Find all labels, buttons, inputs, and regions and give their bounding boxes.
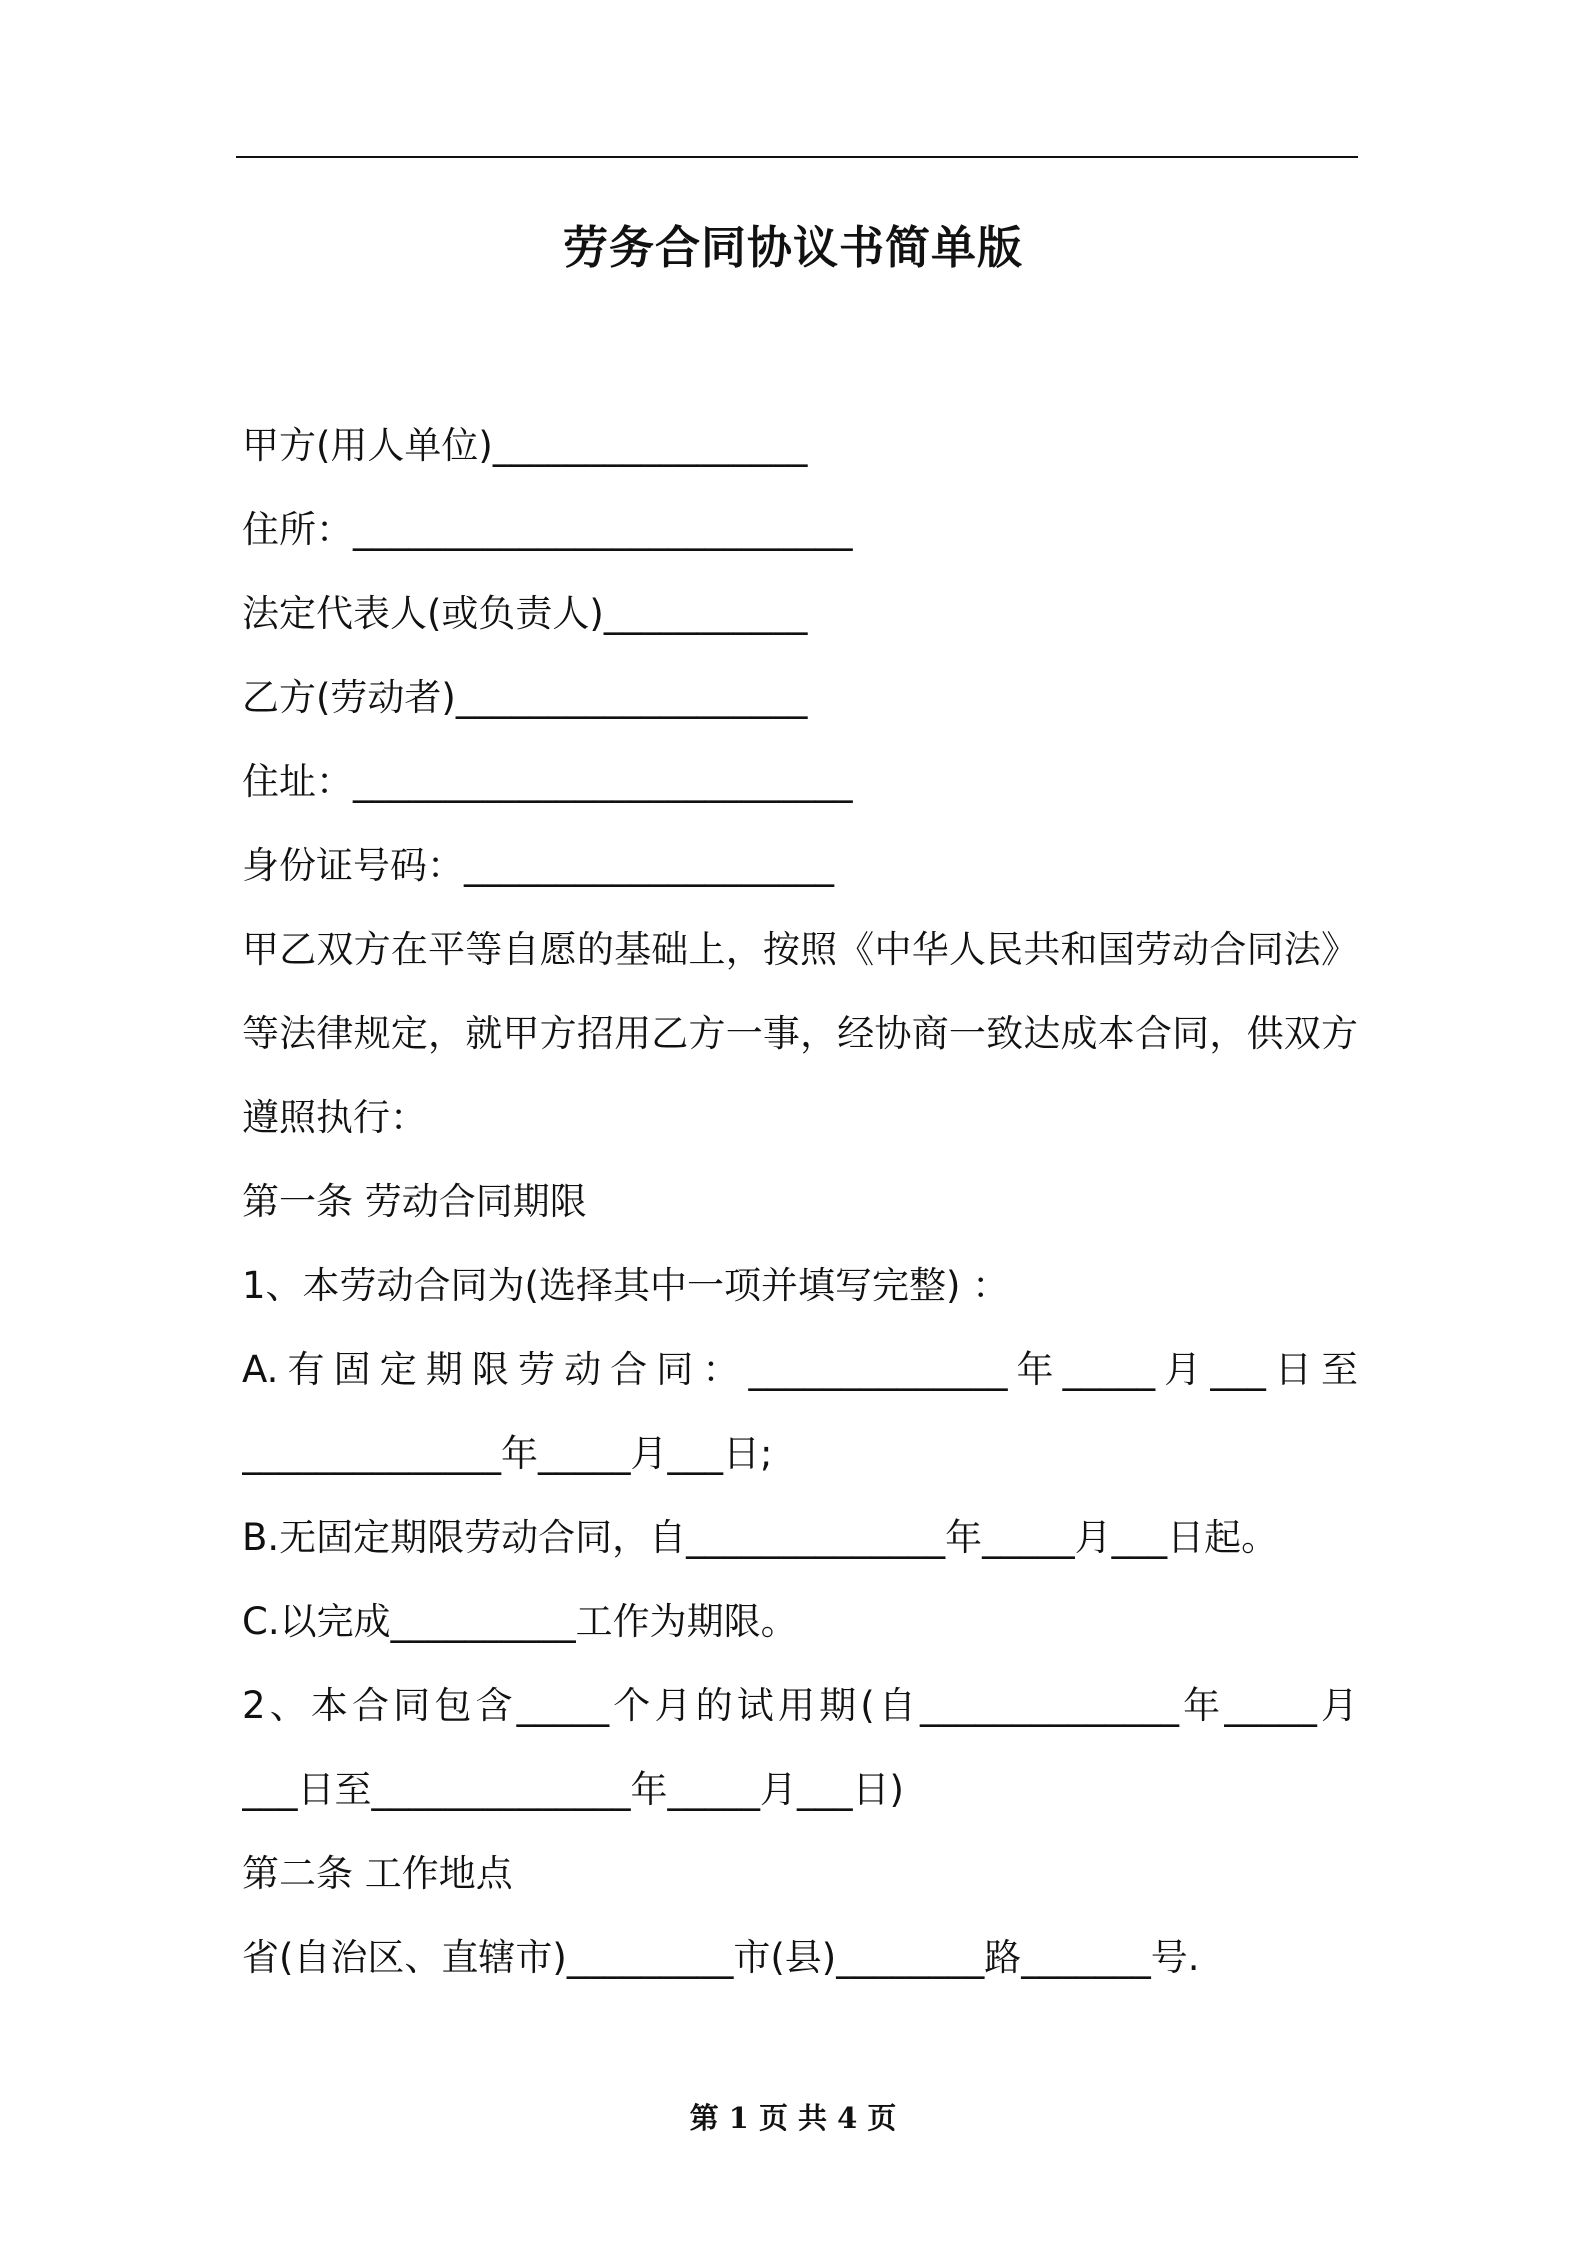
id-number-line: 身份证号码：____________________ xyxy=(242,844,834,887)
preamble-line-1: 甲乙双方在平等自愿的基础上，按照《中华人民共和国劳动合同法》 xyxy=(242,928,1358,971)
option-c-line: C.以完成__________工作为期限。 xyxy=(242,1600,798,1643)
header-rule xyxy=(236,156,1358,158)
article-1-heading: 第一条 劳动合同期限 xyxy=(242,1180,587,1223)
contract-body xyxy=(242,404,1358,2000)
preamble-line-3: 遵照执行： xyxy=(242,1096,427,1139)
preamble-line-2: 等法律规定，就甲方招用乙方一事，经协商一致达成本合同，供双方 xyxy=(242,1012,1358,1055)
party-b-address-line: 住址：___________________________ xyxy=(242,760,853,803)
legal-representative-line: 法定代表人(或负责人)___________ xyxy=(242,592,808,635)
option-a-line-2: ______________年_____月___日; xyxy=(242,1432,773,1475)
party-a-address-line: 住所：___________________________ xyxy=(242,508,853,551)
party-b-line: 乙方(劳动者)___________________ xyxy=(242,676,808,719)
clause-1-intro: 1、本劳动合同为(选择其中一项并填写完整) ： xyxy=(242,1264,1010,1307)
document-title: 劳务合同协议书简单版 xyxy=(562,221,1023,274)
option-a-line-1: A.有固定期限劳动合同：______________年_____月___日至 xyxy=(242,1348,1358,1391)
option-b-line: B.无固定期限劳动合同，自______________年_____月___日起。 xyxy=(242,1516,1279,1559)
page-number: 第 1 页 共 4 页 xyxy=(689,2101,897,2135)
probation-line-2: ___日至______________年_____月___日) xyxy=(242,1768,904,1811)
article-2-heading: 第二条 工作地点 xyxy=(242,1852,513,1895)
party-a-line: 甲方(用人单位)_________________ xyxy=(242,424,808,467)
work-location-line: 省(自治区、直辖市)_________市(县)________路_______号. xyxy=(242,1936,1200,1979)
probation-line-1: 2、本合同包含_____个月的试用期(自______________年_____月 xyxy=(242,1684,1358,1727)
